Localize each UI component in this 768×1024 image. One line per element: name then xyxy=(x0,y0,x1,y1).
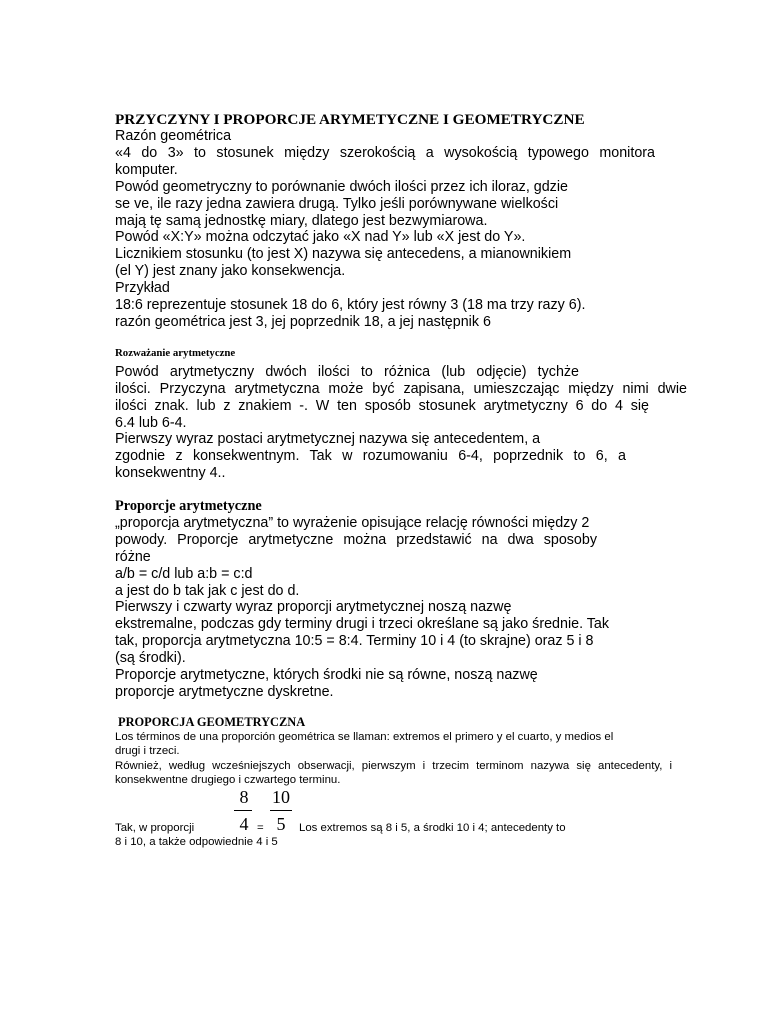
section-title-arithmetic-proportions: Proporcje arytmetyczne xyxy=(115,498,262,514)
paragraph-line: Powód arytmetyczny dwóch ilości to różnica (lub odjęcie) tychże xyxy=(115,364,579,380)
fraction-left-numerator: 8 xyxy=(239,787,249,807)
paragraph-line: «4 do 3» to stosunek między szerokością a wysokością typowego monitora xyxy=(115,145,655,161)
paragraph-line: a jest do b tak jak c jest do d. xyxy=(115,583,300,599)
paragraph-line: (są środki). xyxy=(115,650,186,666)
paragraph-line: konsekwentne drugiego i czwartego terminu. xyxy=(115,774,341,786)
paragraph-line: drugi i trzeci. xyxy=(115,745,180,757)
paragraph-line: mają tę samą jednostkę miary, dlatego jest bezwymiarowa. xyxy=(115,213,488,229)
example-prefix: Tak, w proporcji xyxy=(115,822,195,834)
paragraph-line: różne xyxy=(115,549,151,565)
section-title-arithmetic-ratio: Rozważanie arytmetyczne xyxy=(115,347,236,359)
section-title-geometric-proportion: PROPORCJA GEOMETRYCZNA xyxy=(118,715,306,729)
paragraph-line: razón geométrica jest 3, jej poprzednik 18, a jej następnik 6 xyxy=(115,314,491,330)
paragraph-line: Pierwszy i czwarty wyraz proporcji arytmetycznej noszą nazwę xyxy=(115,599,512,615)
fraction-left-bar xyxy=(234,810,252,811)
paragraph-line: se ve, ile razy jedna zawiera drugą. Tylko jeśli porównywane wielkości xyxy=(115,196,559,212)
paragraph-line: Również, według wcześniejszych obserwacji, pierwszym i trzecim terminom nazywa się antecedenty, i xyxy=(115,760,672,772)
paragraph-line: ilości znak. lub z znakiem -. W ten sposób stosunek arytmetyczny 6 do 4 się xyxy=(115,398,649,414)
paragraph-line: konsekwentny 4.. xyxy=(115,465,226,481)
paragraph-line: „proporcja arytmetyczna” to wyrażenie opisujące relację równości między 2 xyxy=(115,515,590,531)
fraction-right-denominator: 5 xyxy=(276,814,286,834)
fraction-right-numerator: 10 xyxy=(272,787,290,807)
equals-sign: = xyxy=(257,822,264,834)
paragraph-line: powody. Proporcje arytmetyczne można przedstawić na dwa sposoby xyxy=(115,532,597,548)
paragraph-line: Proporcje arytmetyczne, których środki nie są równe, noszą nazwę xyxy=(115,667,538,683)
fraction-right-bar xyxy=(270,810,292,811)
paragraph-line: Los términos de una proporción geométrica se llaman: extremos el primero y el cuarto, y medios el xyxy=(115,731,614,743)
paragraph-line: 6.4 lub 6-4. xyxy=(115,415,187,431)
paragraph-line: Powód «X:Y» można odczytać jako «X nad Y» lub «X jest do Y». xyxy=(115,229,526,245)
paragraph-line: ilości. Przyczyna arytmetyczna może być zapisana, umieszczając między nimi dwie xyxy=(115,381,687,397)
paragraph-line: 18:6 reprezentuje stosunek 18 do 6, który jest równy 3 (18 ma trzy razy 6). xyxy=(115,297,586,313)
paragraph-line: 8 i 10, a także odpowiednie 4 i 5 xyxy=(115,836,278,848)
paragraph-line: komputer. xyxy=(115,162,178,178)
paragraph-line: Razón geométrica xyxy=(115,128,232,144)
example-suffix: Los extremos są 8 i 5, a środki 10 i 4; antecedenty to xyxy=(299,822,566,834)
paragraph-line: Powód geometryczny to porównanie dwóch ilości przez ich iloraz, gdzie xyxy=(115,179,568,195)
paragraph-line: Pierwszy wyraz postaci arytmetycznej nazywa się antecedentem, a xyxy=(115,431,541,447)
paragraph-line: proporcje arytmetyczne dyskretne. xyxy=(115,684,334,700)
paragraph-line: tak, proporcja arytmetyczna 10:5 = 8:4. Terminy 10 i 4 (to skrajne) oraz 5 i 8 xyxy=(115,633,594,649)
paragraph-line: Licznikiem stosunku (to jest X) nazywa się antecedens, a mianownikiem xyxy=(115,246,572,262)
section-title-ratios-proportions: PRZYCZYNY I PROPORCJE ARYMETYCZNE I GEOMETRYCZNE xyxy=(115,111,585,128)
paragraph-line: ekstremalne, podczas gdy terminy drugi i trzeci określane są jako średnie. Tak xyxy=(115,616,610,632)
paragraph-line: zgodnie z konsekwentnym. Tak w rozumowaniu 6-4, poprzednik to 6, a xyxy=(115,448,626,464)
paragraph-line: Przykład xyxy=(115,280,170,296)
paragraph-line: a/b = c/d lub a:b = c:d xyxy=(115,566,253,582)
paragraph-line: (el Y) jest znany jako konsekwencja. xyxy=(115,263,346,279)
fraction-left-denominator: 4 xyxy=(239,814,249,834)
